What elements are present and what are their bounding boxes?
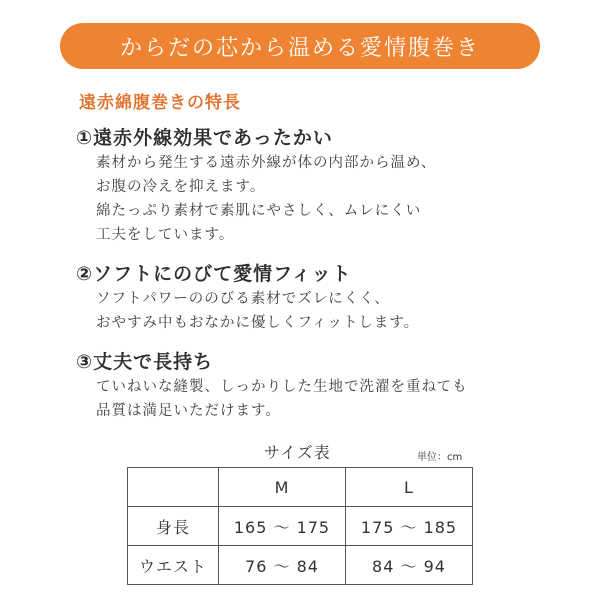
table-row (128, 546, 473, 585)
feature-text: 品質は満足いただけます。 (96, 403, 281, 419)
feature-text: 素材から発生する遠赤外線が体の内部から温め、 (96, 155, 437, 171)
table-header-cell: L (346, 468, 473, 507)
size-table-unit: 単位：cm (417, 452, 463, 463)
feature-block-1 (76, 125, 436, 247)
feature-text: ソフトパワーののびる素材でズレにくく、 (96, 291, 390, 307)
banner-title: からだの芯から温める愛情腹巻き (119, 35, 480, 61)
feature-text: 工夫をしています。 (96, 227, 235, 243)
section-title: 遠赤綿腹巻きの特長 (79, 93, 241, 113)
table-row-label: ウエスト (128, 546, 219, 585)
title-banner (60, 23, 540, 69)
table-header-cell: M (219, 468, 346, 507)
table-cell: 165 〜 175 (219, 507, 346, 546)
table-cell: 84 〜 94 (346, 546, 473, 585)
feature-text: 綿たっぷり素材で素肌にやさしく、ムレにくい (96, 203, 422, 219)
size-table (127, 467, 473, 585)
feature-text: おやすみ中もおなかに優しくフィットします。 (96, 315, 420, 331)
feature-text: ていねいな縫製、しっかりした生地で洗濯を重ねても (96, 379, 468, 395)
table-cell: 175 〜 185 (346, 507, 473, 546)
feature-heading: ②ソフトにのびて愛情フィット (76, 263, 352, 285)
feature-text: お腹の冷えを抑えます。 (96, 179, 266, 195)
table-cell: 76 〜 84 (219, 546, 346, 585)
feature-heading: ①遠赤外線効果であったかい (76, 127, 333, 149)
feature-block-2 (76, 261, 419, 335)
table-row-label: 身長 (128, 507, 219, 546)
table-header-row (128, 468, 473, 507)
feature-block-3 (76, 349, 468, 423)
table-header-cell (128, 468, 219, 507)
feature-heading: ③丈夫で長持ち (76, 351, 214, 373)
table-row (128, 507, 473, 546)
size-table-title: サイズ表 (264, 443, 331, 462)
